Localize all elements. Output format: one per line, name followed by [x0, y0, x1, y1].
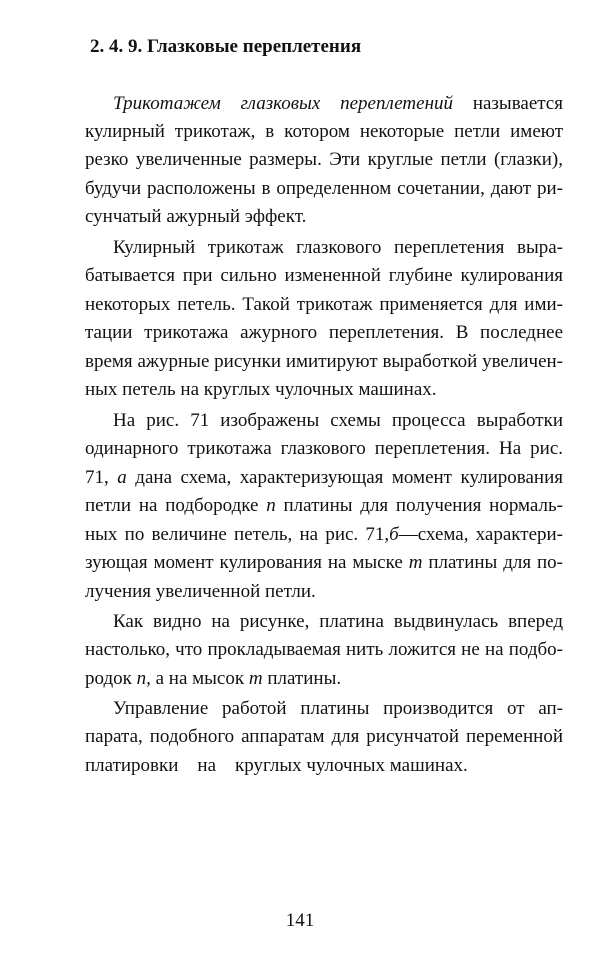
text-line: лучения увеличенной петли. [85, 581, 316, 602]
text-line [85, 523, 563, 547]
text-line [85, 667, 563, 691]
text-line: кулирный трикотаж, в котором некоторые петли имеют [85, 121, 563, 142]
text-line: парата, подобного аппаратам для рисунчатой переменной [85, 726, 563, 747]
line-text: дана схема, характеризующая момент кулирования [126, 467, 564, 488]
line-text: называется [453, 93, 563, 114]
text-line: резко увеличенные размеры. Эти круглые петли (глазки), [85, 149, 563, 170]
text-line: тации трикотажа ажурного переплетения. В последнее [85, 322, 563, 343]
italic-letter: б [389, 524, 399, 545]
italic-term: Трикотажем глазковых переплетений [113, 93, 454, 114]
italic-letter: т [408, 552, 423, 573]
italic-letter: п [266, 495, 276, 516]
text-line: Управление работой платины производится от ап- [113, 698, 563, 719]
text-line: время ажурные рисунки имитируют выработкой увеличен- [85, 351, 563, 372]
text-line: платировки на круглых чулочных машинах. [85, 755, 468, 776]
line-text: 71, [85, 467, 118, 488]
text-line: настолько, что прокладываемая нить ложится не на подбо- [85, 639, 563, 660]
text-line: Кулирный трикотаж глазкового переплетения выра- [113, 237, 563, 258]
text-line [113, 92, 563, 116]
text-line: ных петель на круглых чулочных машинах. [85, 379, 437, 400]
line-text: ных по величине петель, на рис. 71, [85, 524, 390, 545]
line-text: зующая момент кулирования на мыске [85, 552, 409, 573]
text-line [85, 494, 563, 518]
line-text: платины для получения нормаль- [275, 495, 563, 516]
italic-letter: а [117, 467, 127, 488]
page-number: 141 [285, 910, 315, 931]
text-line: некоторых петель. Такой трикотаж применяется для ими- [85, 294, 563, 315]
line-text: родок [85, 668, 137, 689]
line-text: а на мысок [150, 668, 249, 689]
text-line: батывается при сильно измененной глубине кулирования [85, 265, 563, 286]
text-line: будучи расположены в определенном сочетании, дают ри- [85, 178, 563, 199]
text-line [85, 551, 563, 575]
italic-letter: т [248, 668, 263, 689]
text-line: сунчатый ажурный эффект. [85, 206, 307, 227]
section-heading: 2. 4. 9. Глазковые переплетения [90, 36, 362, 57]
line-text: петли на подбородке [85, 495, 267, 516]
text-line: Как видно на рисунке, платина выдвинулась вперед [113, 611, 563, 632]
text-line: одинарного трикотажа глазкового переплетения. На рис. [85, 438, 563, 459]
line-text: платины для по- [422, 552, 563, 573]
text-line [85, 466, 563, 490]
line-text: платины. [262, 668, 342, 689]
text-line: На рис. 71 изображены схемы процесса выработки [113, 410, 563, 431]
line-text: —схема, характери- [398, 524, 564, 545]
italic-letter: п, [136, 668, 151, 689]
